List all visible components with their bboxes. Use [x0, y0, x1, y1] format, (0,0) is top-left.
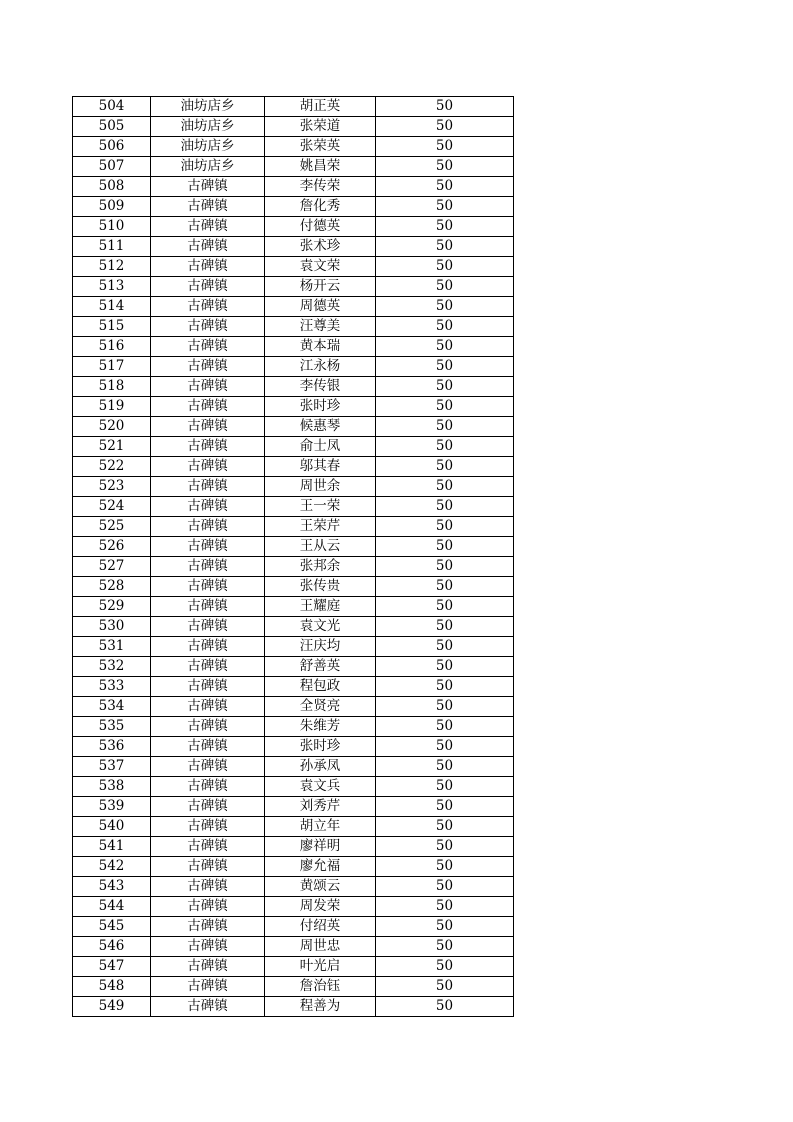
row-number-cell: 531	[73, 637, 151, 657]
amount-cell: 50	[376, 217, 514, 237]
amount-cell: 50	[376, 317, 514, 337]
township-cell: 古碑镇	[151, 237, 265, 257]
row-number-cell: 545	[73, 917, 151, 937]
row-number-cell: 533	[73, 677, 151, 697]
table-row	[73, 477, 514, 497]
township-cell: 古碑镇	[151, 817, 265, 837]
amount-cell: 50	[376, 497, 514, 517]
table-row	[73, 437, 514, 457]
township-cell: 古碑镇	[151, 977, 265, 997]
amount-cell: 50	[376, 97, 514, 117]
row-number-cell: 529	[73, 597, 151, 617]
amount-cell: 50	[376, 637, 514, 657]
row-number-cell: 535	[73, 717, 151, 737]
table-row	[73, 397, 514, 417]
person-name-cell: 廖允福	[265, 857, 376, 877]
person-name-cell: 袁文光	[265, 617, 376, 637]
township-cell: 古碑镇	[151, 697, 265, 717]
person-name-cell: 周世忠	[265, 937, 376, 957]
row-number-cell: 522	[73, 457, 151, 477]
row-number-cell: 525	[73, 517, 151, 537]
amount-cell: 50	[376, 797, 514, 817]
person-name-cell: 朱维芳	[265, 717, 376, 737]
person-name-cell: 孙承凤	[265, 757, 376, 777]
row-number-cell: 538	[73, 777, 151, 797]
table-row	[73, 677, 514, 697]
person-name-cell: 张时珍	[265, 737, 376, 757]
township-cell: 古碑镇	[151, 537, 265, 557]
person-name-cell: 程善为	[265, 997, 376, 1017]
township-cell: 古碑镇	[151, 297, 265, 317]
township-cell: 古碑镇	[151, 597, 265, 617]
township-cell: 古碑镇	[151, 397, 265, 417]
table-row	[73, 757, 514, 777]
person-name-cell: 黄本瑞	[265, 337, 376, 357]
row-number-cell: 542	[73, 857, 151, 877]
person-name-cell: 杨开云	[265, 277, 376, 297]
township-cell: 古碑镇	[151, 897, 265, 917]
row-number-cell: 546	[73, 937, 151, 957]
person-name-cell: 俞士凤	[265, 437, 376, 457]
township-cell: 古碑镇	[151, 717, 265, 737]
person-name-cell: 付绍英	[265, 917, 376, 937]
township-cell: 古碑镇	[151, 357, 265, 377]
person-name-cell: 刘秀芹	[265, 797, 376, 817]
amount-cell: 50	[376, 237, 514, 257]
row-number-cell: 513	[73, 277, 151, 297]
person-name-cell: 汪庆均	[265, 637, 376, 657]
table-row	[73, 537, 514, 557]
table-row	[73, 897, 514, 917]
person-name-cell: 汪尊美	[265, 317, 376, 337]
township-cell: 古碑镇	[151, 257, 265, 277]
table-row	[73, 377, 514, 397]
amount-cell: 50	[376, 697, 514, 717]
row-number-cell: 540	[73, 817, 151, 837]
table-row	[73, 97, 514, 117]
row-number-cell: 549	[73, 997, 151, 1017]
amount-cell: 50	[376, 757, 514, 777]
row-number-cell: 547	[73, 957, 151, 977]
amount-cell: 50	[376, 997, 514, 1017]
person-name-cell: 王从云	[265, 537, 376, 557]
person-name-cell: 李传银	[265, 377, 376, 397]
amount-cell: 50	[376, 137, 514, 157]
township-cell: 古碑镇	[151, 857, 265, 877]
person-name-cell: 张邦余	[265, 557, 376, 577]
row-number-cell: 528	[73, 577, 151, 597]
amount-cell: 50	[376, 857, 514, 877]
table-row	[73, 877, 514, 897]
roster-table-body	[73, 97, 514, 1017]
roster-sheet	[72, 96, 514, 1017]
table-row	[73, 637, 514, 657]
township-cell: 古碑镇	[151, 457, 265, 477]
person-name-cell: 袁文兵	[265, 777, 376, 797]
amount-cell: 50	[376, 557, 514, 577]
amount-cell: 50	[376, 937, 514, 957]
township-cell: 古碑镇	[151, 497, 265, 517]
person-name-cell: 张术珍	[265, 237, 376, 257]
amount-cell: 50	[376, 917, 514, 937]
row-number-cell: 530	[73, 617, 151, 637]
person-name-cell: 张荣道	[265, 117, 376, 137]
township-cell: 古碑镇	[151, 557, 265, 577]
row-number-cell: 507	[73, 157, 151, 177]
township-cell: 古碑镇	[151, 377, 265, 397]
table-row	[73, 197, 514, 217]
person-name-cell: 黄颂云	[265, 877, 376, 897]
amount-cell: 50	[376, 517, 514, 537]
person-name-cell: 王荣芹	[265, 517, 376, 537]
township-cell: 古碑镇	[151, 737, 265, 757]
table-row	[73, 457, 514, 477]
row-number-cell: 517	[73, 357, 151, 377]
township-cell: 古碑镇	[151, 417, 265, 437]
person-name-cell: 詹治钰	[265, 977, 376, 997]
amount-cell: 50	[376, 597, 514, 617]
row-number-cell: 526	[73, 537, 151, 557]
row-number-cell: 532	[73, 657, 151, 677]
person-name-cell: 邬其春	[265, 457, 376, 477]
township-cell: 古碑镇	[151, 337, 265, 357]
amount-cell: 50	[376, 337, 514, 357]
amount-cell: 50	[376, 357, 514, 377]
township-cell: 古碑镇	[151, 877, 265, 897]
table-row	[73, 937, 514, 957]
table-row	[73, 257, 514, 277]
row-number-cell: 527	[73, 557, 151, 577]
table-row	[73, 977, 514, 997]
amount-cell: 50	[376, 157, 514, 177]
row-number-cell: 543	[73, 877, 151, 897]
row-number-cell: 514	[73, 297, 151, 317]
amount-cell: 50	[376, 817, 514, 837]
township-cell: 古碑镇	[151, 477, 265, 497]
person-name-cell: 姚昌荣	[265, 157, 376, 177]
person-name-cell: 张时珍	[265, 397, 376, 417]
township-cell: 古碑镇	[151, 677, 265, 697]
table-row	[73, 117, 514, 137]
table-row	[73, 217, 514, 237]
amount-cell: 50	[376, 677, 514, 697]
amount-cell: 50	[376, 257, 514, 277]
township-cell: 古碑镇	[151, 577, 265, 597]
table-row	[73, 737, 514, 757]
table-row	[73, 797, 514, 817]
table-row	[73, 517, 514, 537]
amount-cell: 50	[376, 437, 514, 457]
person-name-cell: 全贤亮	[265, 697, 376, 717]
table-row	[73, 857, 514, 877]
table-row	[73, 497, 514, 517]
amount-cell: 50	[376, 197, 514, 217]
person-name-cell: 廖祥明	[265, 837, 376, 857]
township-cell: 古碑镇	[151, 757, 265, 777]
person-name-cell: 周德英	[265, 297, 376, 317]
person-name-cell: 张荣英	[265, 137, 376, 157]
amount-cell: 50	[376, 977, 514, 997]
amount-cell: 50	[376, 417, 514, 437]
township-cell: 油坊店乡	[151, 157, 265, 177]
row-number-cell: 518	[73, 377, 151, 397]
row-number-cell: 548	[73, 977, 151, 997]
amount-cell: 50	[376, 377, 514, 397]
table-row	[73, 577, 514, 597]
person-name-cell: 袁文荣	[265, 257, 376, 277]
amount-cell: 50	[376, 837, 514, 857]
row-number-cell: 534	[73, 697, 151, 717]
amount-cell: 50	[376, 397, 514, 417]
person-name-cell: 程包政	[265, 677, 376, 697]
person-name-cell: 江永杨	[265, 357, 376, 377]
township-cell: 古碑镇	[151, 517, 265, 537]
amount-cell: 50	[376, 877, 514, 897]
person-name-cell: 胡正英	[265, 97, 376, 117]
township-cell: 古碑镇	[151, 637, 265, 657]
table-row	[73, 277, 514, 297]
row-number-cell: 512	[73, 257, 151, 277]
row-number-cell: 519	[73, 397, 151, 417]
table-row	[73, 817, 514, 837]
township-cell: 古碑镇	[151, 197, 265, 217]
row-number-cell: 511	[73, 237, 151, 257]
person-name-cell: 付德英	[265, 217, 376, 237]
amount-cell: 50	[376, 957, 514, 977]
person-name-cell: 周世余	[265, 477, 376, 497]
township-cell: 古碑镇	[151, 317, 265, 337]
amount-cell: 50	[376, 777, 514, 797]
table-row	[73, 617, 514, 637]
township-cell: 古碑镇	[151, 837, 265, 857]
row-number-cell: 505	[73, 117, 151, 137]
person-name-cell: 周发荣	[265, 897, 376, 917]
row-number-cell: 516	[73, 337, 151, 357]
amount-cell: 50	[376, 177, 514, 197]
table-row	[73, 697, 514, 717]
person-name-cell: 叶光启	[265, 957, 376, 977]
amount-cell: 50	[376, 297, 514, 317]
row-number-cell: 541	[73, 837, 151, 857]
person-name-cell: 候惠琴	[265, 417, 376, 437]
person-name-cell: 王耀庭	[265, 597, 376, 617]
row-number-cell: 520	[73, 417, 151, 437]
amount-cell: 50	[376, 117, 514, 137]
row-number-cell: 536	[73, 737, 151, 757]
table-row	[73, 597, 514, 617]
table-row	[73, 557, 514, 577]
table-row	[73, 657, 514, 677]
table-row	[73, 717, 514, 737]
township-cell: 古碑镇	[151, 177, 265, 197]
row-number-cell: 515	[73, 317, 151, 337]
row-number-cell: 523	[73, 477, 151, 497]
row-number-cell: 544	[73, 897, 151, 917]
table-row	[73, 337, 514, 357]
row-number-cell: 539	[73, 797, 151, 817]
township-cell: 古碑镇	[151, 997, 265, 1017]
table-row	[73, 997, 514, 1017]
amount-cell: 50	[376, 277, 514, 297]
township-cell: 古碑镇	[151, 657, 265, 677]
table-row	[73, 297, 514, 317]
amount-cell: 50	[376, 737, 514, 757]
table-row	[73, 837, 514, 857]
person-name-cell: 詹化秀	[265, 197, 376, 217]
table-row	[73, 357, 514, 377]
row-number-cell: 510	[73, 217, 151, 237]
township-cell: 古碑镇	[151, 957, 265, 977]
township-cell: 古碑镇	[151, 937, 265, 957]
row-number-cell: 524	[73, 497, 151, 517]
person-name-cell: 李传荣	[265, 177, 376, 197]
township-cell: 古碑镇	[151, 617, 265, 637]
township-cell: 古碑镇	[151, 777, 265, 797]
amount-cell: 50	[376, 537, 514, 557]
township-cell: 油坊店乡	[151, 97, 265, 117]
table-row	[73, 317, 514, 337]
township-cell: 油坊店乡	[151, 137, 265, 157]
table-row	[73, 417, 514, 437]
township-cell: 古碑镇	[151, 917, 265, 937]
row-number-cell: 509	[73, 197, 151, 217]
row-number-cell: 508	[73, 177, 151, 197]
amount-cell: 50	[376, 577, 514, 597]
township-cell: 古碑镇	[151, 437, 265, 457]
table-row	[73, 957, 514, 977]
person-name-cell: 王一荣	[265, 497, 376, 517]
amount-cell: 50	[376, 457, 514, 477]
table-row	[73, 237, 514, 257]
amount-cell: 50	[376, 477, 514, 497]
person-name-cell: 胡立年	[265, 817, 376, 837]
table-row	[73, 157, 514, 177]
amount-cell: 50	[376, 897, 514, 917]
person-name-cell: 张传贵	[265, 577, 376, 597]
table-row	[73, 137, 514, 157]
township-cell: 古碑镇	[151, 217, 265, 237]
person-name-cell: 舒善英	[265, 657, 376, 677]
table-row	[73, 177, 514, 197]
table-row	[73, 917, 514, 937]
row-number-cell: 504	[73, 97, 151, 117]
row-number-cell: 537	[73, 757, 151, 777]
township-cell: 油坊店乡	[151, 117, 265, 137]
row-number-cell: 521	[73, 437, 151, 457]
roster-table	[72, 96, 514, 1017]
amount-cell: 50	[376, 617, 514, 637]
row-number-cell: 506	[73, 137, 151, 157]
table-row	[73, 777, 514, 797]
township-cell: 古碑镇	[151, 277, 265, 297]
amount-cell: 50	[376, 717, 514, 737]
township-cell: 古碑镇	[151, 797, 265, 817]
amount-cell: 50	[376, 657, 514, 677]
